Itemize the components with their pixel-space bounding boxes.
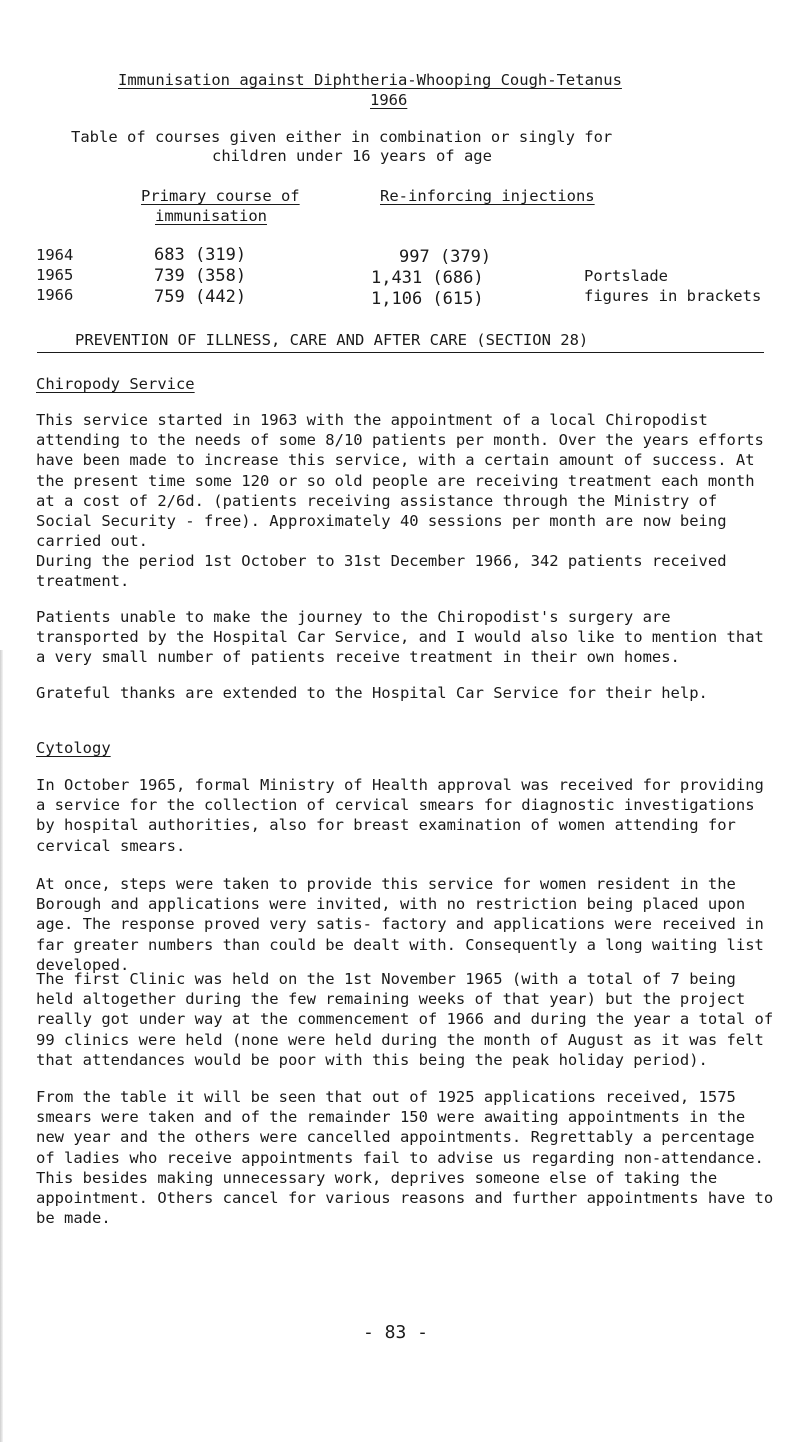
- document-year: 1966: [370, 91, 408, 109]
- page-number: - 83 -: [363, 1322, 429, 1343]
- table-caption-line2: children under 16 years of age: [212, 147, 492, 165]
- column-header-reinforcing: Re-inforcing injections: [380, 187, 595, 205]
- table-cell-reinforcing: 1,106 (615): [371, 289, 484, 309]
- table-cell-primary: 759 (442): [154, 287, 247, 307]
- chiropody-paragraph: Grateful thanks are extended to the Hospital Car Service for their help.: [36, 684, 708, 702]
- table-cell-reinforcing: 1,431 (686): [371, 268, 484, 288]
- cytology-paragraph: At once, steps were taken to provide this service for women resident in the Borough and applications were invited, with no restriction being placed upon age. The response proved very satis- factory and applications were received in far greater numbers than could be dealt with. Consequently a long waiting list developed.: [36, 875, 764, 974]
- chiropody-paragraph: Patients unable to make the journey to the Chiropodist's surgery are transported by the Hospital Car Service, and I would also like to mention that a very small number of patients receive treatment in their own homes.: [36, 608, 764, 667]
- cytology-paragraph: From the table it will be seen that out of 1925 applications received, 1575 smears were taken and of the remainder 150 were awaiting appointments in the new year and the others were cancelled appointments. Regrettably a percentage of ladies who receive appointments fail to advise us regarding non-attendance. This besides making unnecessary work, deprives someone else of taking the appointment. Others cancel for various reasons and further appointments have to be made.: [36, 1088, 774, 1228]
- chiropody-paragraph: During the period 1st October to 31st December 1966, 342 patients received treatment.: [36, 552, 727, 591]
- section-heading: PREVENTION OF ILLNESS, CARE AND AFTER CARE (SECTION 28): [75, 331, 589, 349]
- document-title: Immunisation against Diphtheria-Whooping Cough-Tetanus: [118, 71, 622, 89]
- table-cell-primary: 683 (319): [154, 245, 247, 265]
- chiropody-heading: Chiropody Service: [36, 375, 195, 393]
- table-cell-reinforcing: 997 (379): [399, 247, 492, 267]
- table-note-line2: figures in brackets: [584, 287, 762, 305]
- cytology-paragraph: The first Clinic was held on the 1st November 1965 (with a total of 7 being held altogether during the few remaining weeks of that year) but the project really got under way at the commencement of 1966 and during the year a total of 99 clinics were held (none were held during the month of August as it was felt that attendances would be poor with this being the peak holiday period).: [36, 970, 774, 1069]
- table-cell-primary: 739 (358): [154, 266, 247, 286]
- cytology-heading: Cytology: [36, 739, 111, 757]
- table-row-year: 1964: [36, 246, 74, 264]
- table-row-year: 1966: [36, 286, 74, 304]
- cytology-paragraph: In October 1965, formal Ministry of Health approval was received for providing a service for the collection of cervical smears for diagnostic investigations by hospital authorities, also for breast examination of women attending for cervical smears.: [36, 776, 764, 855]
- table-row-year: 1965: [36, 266, 74, 284]
- table-caption-line1: Table of courses given either in combination or singly for: [71, 128, 613, 146]
- section-rule: [37, 352, 764, 353]
- column-header-primary: Primary course of: [141, 187, 300, 205]
- table-note-line1: Portslade: [584, 267, 668, 285]
- column-header-primary-line2: immunisation: [155, 207, 267, 225]
- page-edge-shadow: [0, 650, 3, 1442]
- chiropody-paragraph: This service started in 1963 with the appointment of a local Chiropodist attending to the needs of some 8/10 patients per month. Over the years efforts have been made to increase this service, with a certain amount of success. At the present time some 120 or so old people are receiving treatment each month at a cost of 2/6d. (patients receiving assistance through the Ministry of Social Security - free). Approximately 40 sessions per month are now being carried out.: [36, 411, 764, 551]
